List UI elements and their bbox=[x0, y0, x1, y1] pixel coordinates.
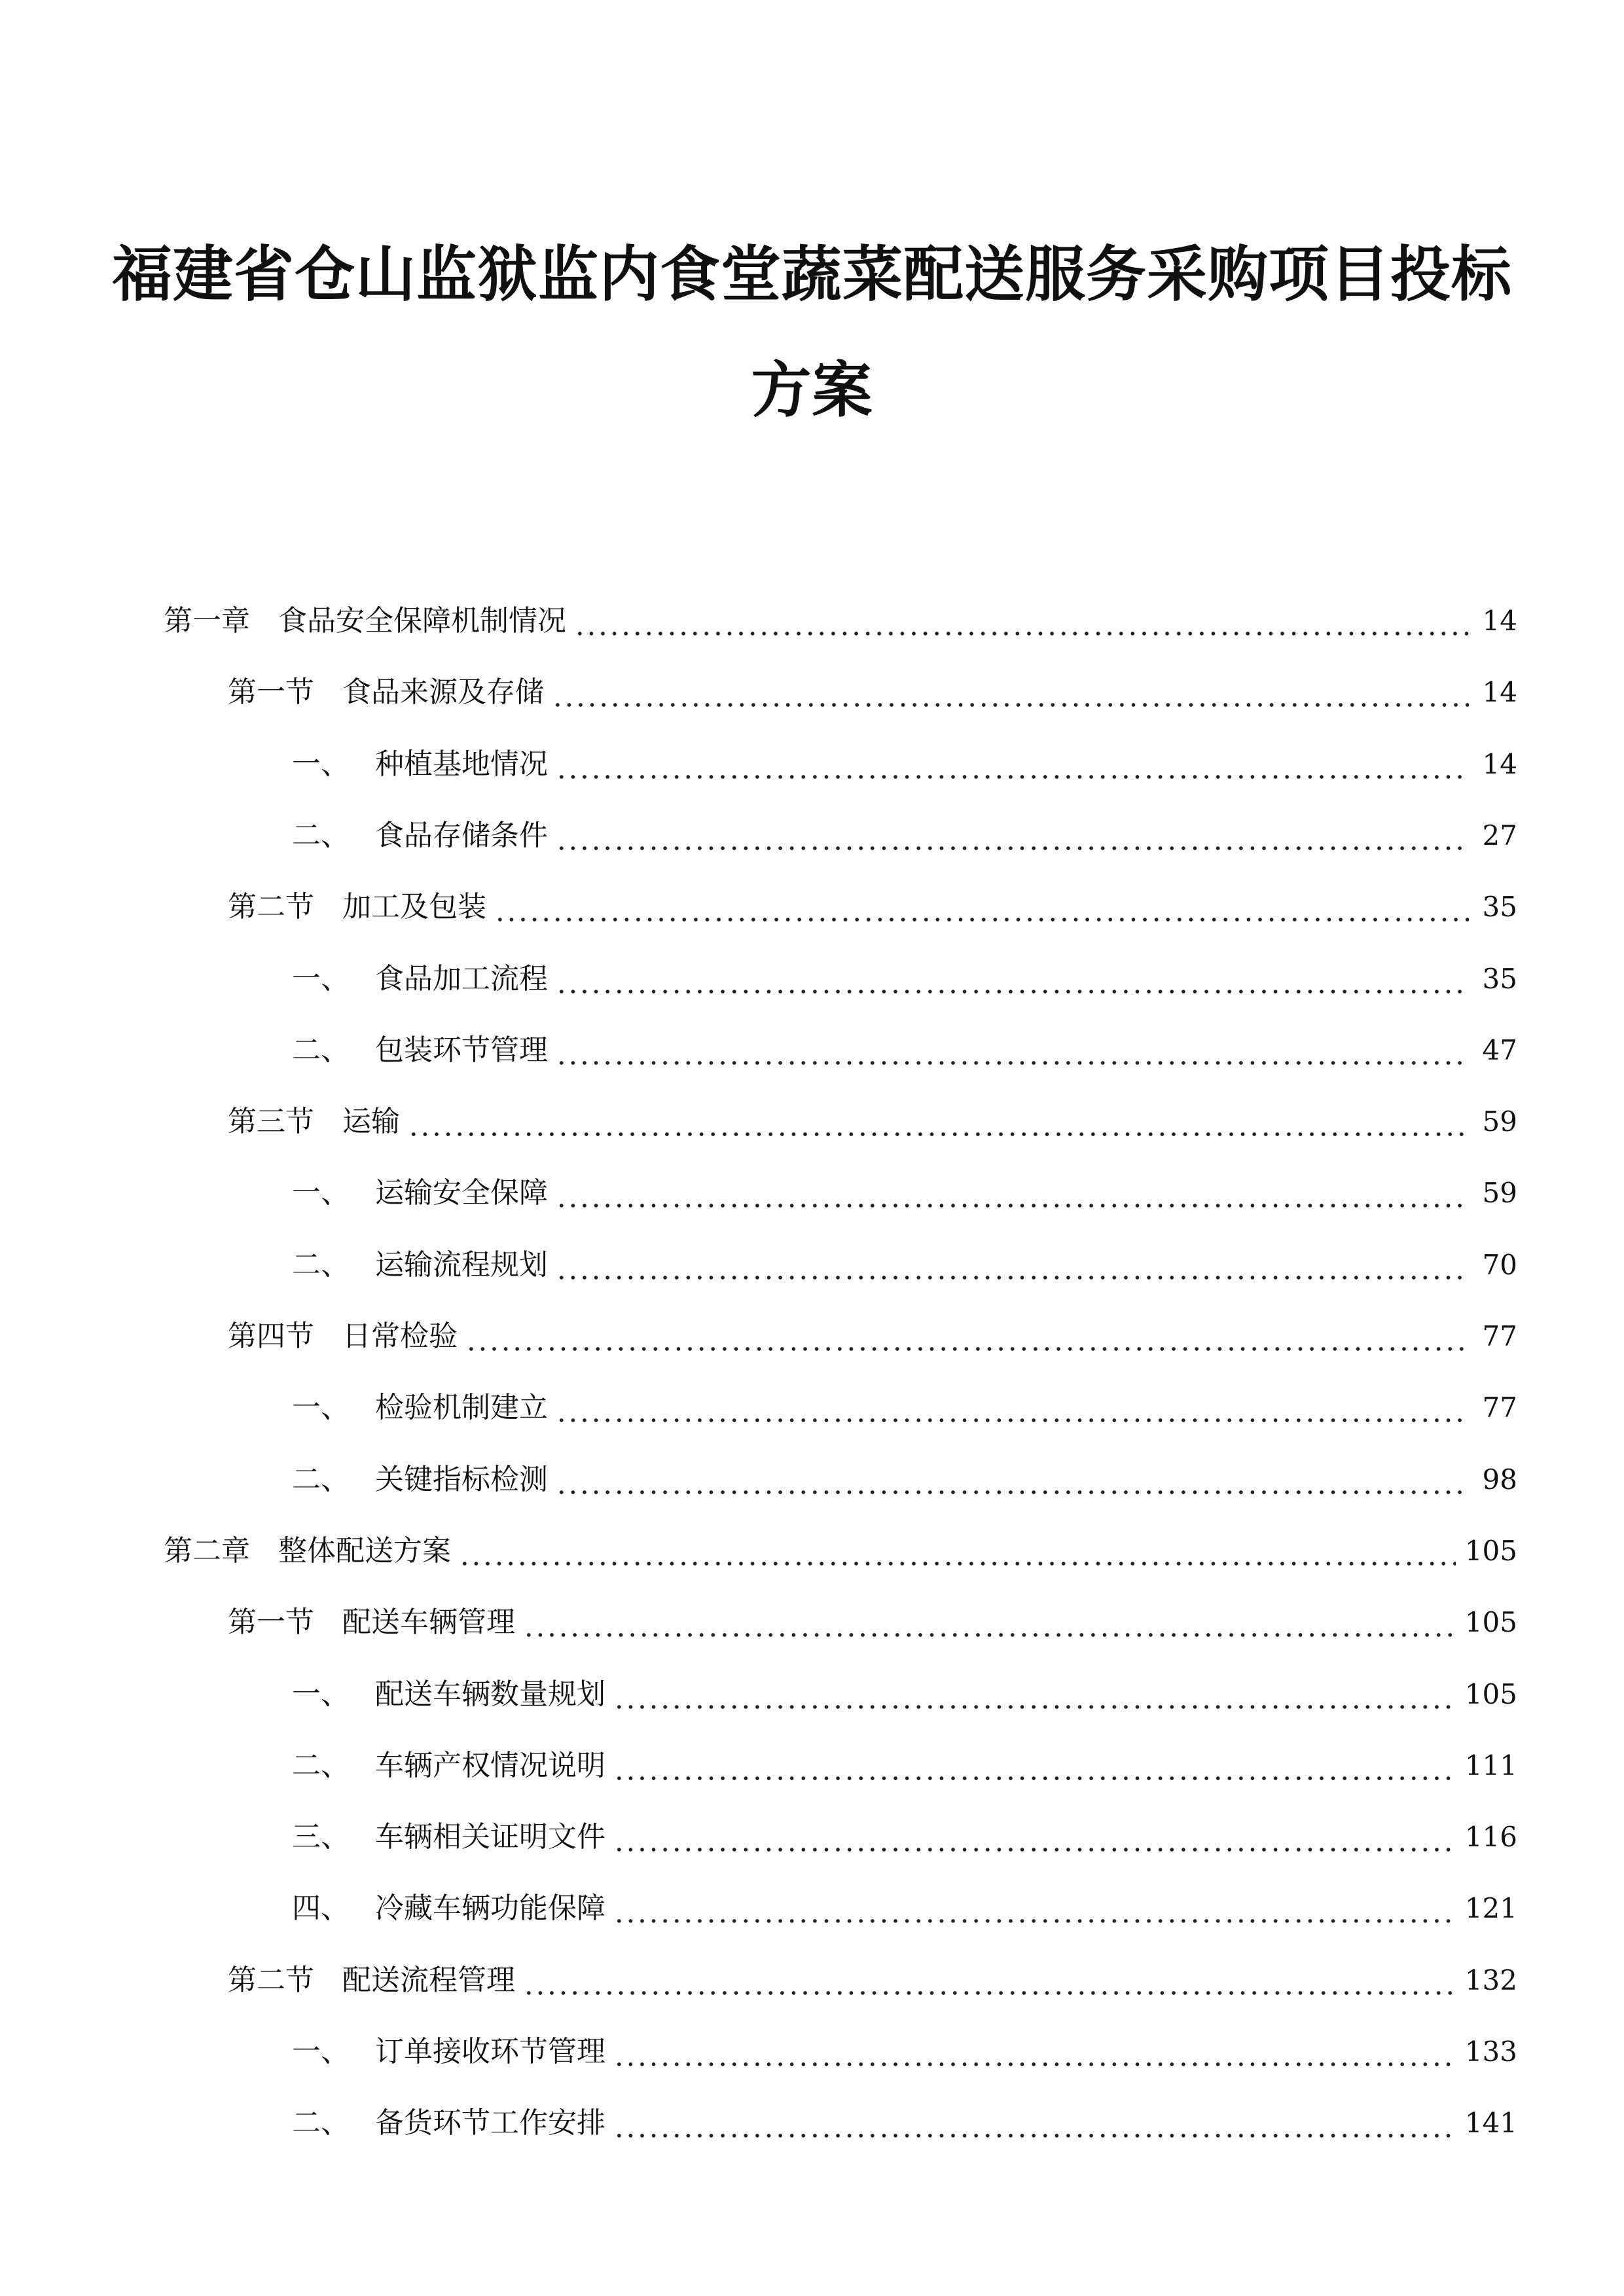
toc-entry-title: 食品安全保障机制情况 bbox=[278, 604, 566, 637]
toc-entry[interactable] bbox=[228, 1958, 1517, 1998]
toc-entry[interactable] bbox=[292, 814, 1517, 853]
document-title-line-1: 福建省仓山监狱监内食堂蔬菜配送服务采购项目投标 bbox=[111, 240, 1512, 310]
toc-entry[interactable] bbox=[228, 1600, 1517, 1640]
toc-entry-number: 第三节 bbox=[228, 1105, 314, 1138]
toc-entry-title: 运输流程规划 bbox=[375, 1248, 548, 1282]
toc-entry[interactable] bbox=[292, 1815, 1517, 1854]
toc-entry-label bbox=[292, 1391, 548, 1425]
toc-dot-leader bbox=[408, 1105, 1469, 1139]
toc-entry-title: 食品来源及存储 bbox=[342, 675, 544, 709]
toc-dot-leader bbox=[494, 890, 1469, 924]
toc-dot-leader bbox=[613, 1749, 1456, 1783]
toc-entry[interactable] bbox=[292, 1886, 1517, 1926]
toc-entry-number: 第二节 bbox=[228, 1964, 314, 1997]
toc-dot-leader bbox=[556, 962, 1469, 996]
toc-entry-number: 二、 bbox=[292, 1463, 350, 1496]
toc-entry-label bbox=[292, 1176, 548, 1210]
toc-entry-number: 第二节 bbox=[228, 890, 314, 924]
toc-page-number: 59 bbox=[1482, 1105, 1517, 1138]
toc-entry[interactable] bbox=[292, 1744, 1517, 1783]
toc-dot-leader bbox=[574, 604, 1469, 638]
toc-entry[interactable] bbox=[292, 1458, 1517, 1497]
toc-entry-title: 车辆相关证明文件 bbox=[375, 1820, 605, 1854]
toc-page-number: 111 bbox=[1464, 1749, 1517, 1782]
toc-entry-label bbox=[228, 890, 486, 924]
toc-dot-leader bbox=[613, 1820, 1456, 1854]
toc-entry[interactable] bbox=[228, 1314, 1517, 1354]
toc-entry-label bbox=[292, 962, 548, 996]
toc-page-number: 47 bbox=[1482, 1034, 1517, 1066]
toc-page-number: 14 bbox=[1482, 676, 1517, 708]
toc-entry[interactable] bbox=[292, 1028, 1517, 1067]
toc-entry-number: 三、 bbox=[292, 1820, 350, 1854]
toc-page-number: 77 bbox=[1482, 1320, 1517, 1352]
toc-entry-title: 关键指标检测 bbox=[375, 1463, 548, 1496]
toc-entry-number: 第一节 bbox=[228, 1605, 314, 1639]
toc-entry-number: 一、 bbox=[292, 2035, 350, 2068]
toc-entry-label bbox=[228, 1605, 515, 1640]
toc-entry[interactable] bbox=[292, 2101, 1517, 2140]
toc-entry-title: 订单接收环节管理 bbox=[375, 2035, 605, 2068]
toc-entry-title: 加工及包装 bbox=[342, 890, 486, 924]
toc-entry[interactable] bbox=[292, 1386, 1517, 1425]
toc-entry[interactable] bbox=[292, 1243, 1517, 1282]
toc-entry-label bbox=[164, 604, 566, 638]
toc-page-number: 70 bbox=[1482, 1249, 1517, 1281]
toc-entry-number: 一、 bbox=[292, 1677, 350, 1711]
toc-entry-number: 第二章 bbox=[164, 1534, 250, 1568]
toc-entry-title: 运输安全保障 bbox=[375, 1176, 548, 1210]
toc-page-number: 105 bbox=[1464, 1678, 1517, 1710]
toc-dot-leader bbox=[613, 2035, 1456, 2069]
toc-entry-title: 食品加工流程 bbox=[375, 962, 548, 996]
toc-dot-leader bbox=[556, 747, 1469, 781]
toc-dot-leader bbox=[523, 1964, 1456, 1998]
toc-entry-title: 包装环节管理 bbox=[375, 1033, 548, 1067]
toc-entry[interactable] bbox=[228, 670, 1517, 709]
toc-page-number: 14 bbox=[1482, 748, 1517, 780]
toc-entry-label bbox=[292, 1892, 605, 1926]
toc-dot-leader bbox=[556, 1033, 1469, 1067]
toc-entry-label bbox=[228, 1964, 515, 1998]
toc-page-number: 105 bbox=[1464, 1535, 1517, 1567]
toc-entry-number: 一、 bbox=[292, 747, 350, 781]
toc-dot-leader bbox=[556, 1463, 1469, 1497]
toc-page-number: 133 bbox=[1464, 2036, 1517, 2068]
toc-dot-leader bbox=[523, 1605, 1456, 1640]
toc-entry-number: 一、 bbox=[292, 1176, 350, 1210]
toc-entry-number: 二、 bbox=[292, 1248, 350, 1282]
toc-entry-label bbox=[228, 675, 544, 709]
toc-entry-number: 二、 bbox=[292, 819, 350, 852]
toc-page-number: 116 bbox=[1464, 1821, 1517, 1853]
toc-entry-label bbox=[292, 819, 548, 853]
toc-entry-number: 二、 bbox=[292, 2106, 350, 2140]
toc-entry-number: 第四节 bbox=[228, 1319, 314, 1353]
toc-entry-title: 整体配送方案 bbox=[278, 1534, 451, 1568]
toc-page-number: 35 bbox=[1482, 963, 1517, 995]
document-title-line-2: 方案 bbox=[751, 355, 873, 425]
toc-page-number: 35 bbox=[1482, 891, 1517, 923]
toc-entry[interactable] bbox=[292, 957, 1517, 996]
toc-entry-title: 冷藏车辆功能保障 bbox=[375, 1892, 605, 1925]
toc-entry-title: 食品存储条件 bbox=[375, 819, 548, 852]
toc-entry-number: 一、 bbox=[292, 1391, 350, 1424]
toc-entry-label bbox=[292, 1677, 605, 1712]
toc-entry-title: 种植基地情况 bbox=[375, 747, 548, 781]
toc-entry-label bbox=[292, 1248, 548, 1282]
toc-entry[interactable] bbox=[228, 885, 1517, 924]
toc-page-number: 59 bbox=[1482, 1177, 1517, 1209]
toc-entry-title: 运输 bbox=[342, 1105, 400, 1138]
toc-page-number: 132 bbox=[1464, 1964, 1517, 1996]
toc-entry-label bbox=[292, 747, 548, 781]
toc-entry[interactable] bbox=[228, 1100, 1517, 1139]
toc-entry-title: 配送流程管理 bbox=[342, 1964, 515, 1997]
toc-dot-leader bbox=[556, 1248, 1469, 1282]
toc-dot-leader bbox=[459, 1534, 1456, 1568]
toc-entry-title: 检验机制建立 bbox=[375, 1391, 548, 1424]
toc-entry-title: 配送车辆数量规划 bbox=[375, 1677, 605, 1711]
toc-dot-leader bbox=[465, 1319, 1469, 1354]
toc-page-number: 77 bbox=[1482, 1391, 1517, 1424]
toc-entry[interactable] bbox=[164, 1529, 1517, 1568]
toc-entry-label bbox=[292, 1033, 548, 1067]
toc-page-number: 14 bbox=[1482, 605, 1517, 637]
toc-dot-leader bbox=[613, 2106, 1456, 2140]
toc-entry-label bbox=[292, 2035, 605, 2069]
toc-entry-number: 第一节 bbox=[228, 675, 314, 709]
toc-page-number: 27 bbox=[1482, 819, 1517, 852]
toc-entry-title: 车辆产权情况说明 bbox=[375, 1749, 605, 1782]
toc-entry-title: 日常检验 bbox=[342, 1319, 458, 1353]
toc-page-number: 141 bbox=[1464, 2107, 1517, 2139]
toc-entry-title: 备货环节工作安排 bbox=[375, 2106, 605, 2140]
toc-page-number: 98 bbox=[1482, 1463, 1517, 1496]
toc-entry-label bbox=[228, 1105, 400, 1139]
toc-entry-number: 二、 bbox=[292, 1033, 350, 1067]
toc-entry[interactable] bbox=[292, 1672, 1517, 1712]
toc-page-number: 121 bbox=[1464, 1892, 1517, 1924]
toc-entry[interactable] bbox=[292, 1171, 1517, 1210]
toc-entry-label bbox=[228, 1319, 458, 1354]
toc-entry[interactable] bbox=[164, 599, 1517, 638]
toc-entry-number: 第一章 bbox=[164, 604, 250, 637]
toc-entry-label bbox=[292, 1463, 548, 1497]
toc-dot-leader bbox=[556, 1391, 1469, 1425]
toc-entry-number: 二、 bbox=[292, 1749, 350, 1782]
toc-entry-label bbox=[164, 1534, 451, 1568]
toc-entry-label bbox=[292, 2106, 605, 2140]
toc-entry-title: 配送车辆管理 bbox=[342, 1605, 515, 1639]
toc-page-number: 105 bbox=[1464, 1606, 1517, 1638]
toc-entry-label bbox=[292, 1749, 605, 1783]
toc-dot-leader bbox=[613, 1677, 1456, 1712]
toc-entry-number: 一、 bbox=[292, 962, 350, 996]
toc-dot-leader bbox=[556, 819, 1469, 853]
toc-dot-leader bbox=[552, 675, 1469, 709]
toc-dot-leader bbox=[556, 1176, 1469, 1210]
toc-entry-number: 四、 bbox=[292, 1892, 350, 1925]
toc-dot-leader bbox=[613, 1892, 1456, 1926]
toc-entry-label bbox=[292, 1820, 605, 1854]
toc-entry[interactable] bbox=[292, 2030, 1517, 2069]
toc-entry[interactable] bbox=[292, 742, 1517, 781]
